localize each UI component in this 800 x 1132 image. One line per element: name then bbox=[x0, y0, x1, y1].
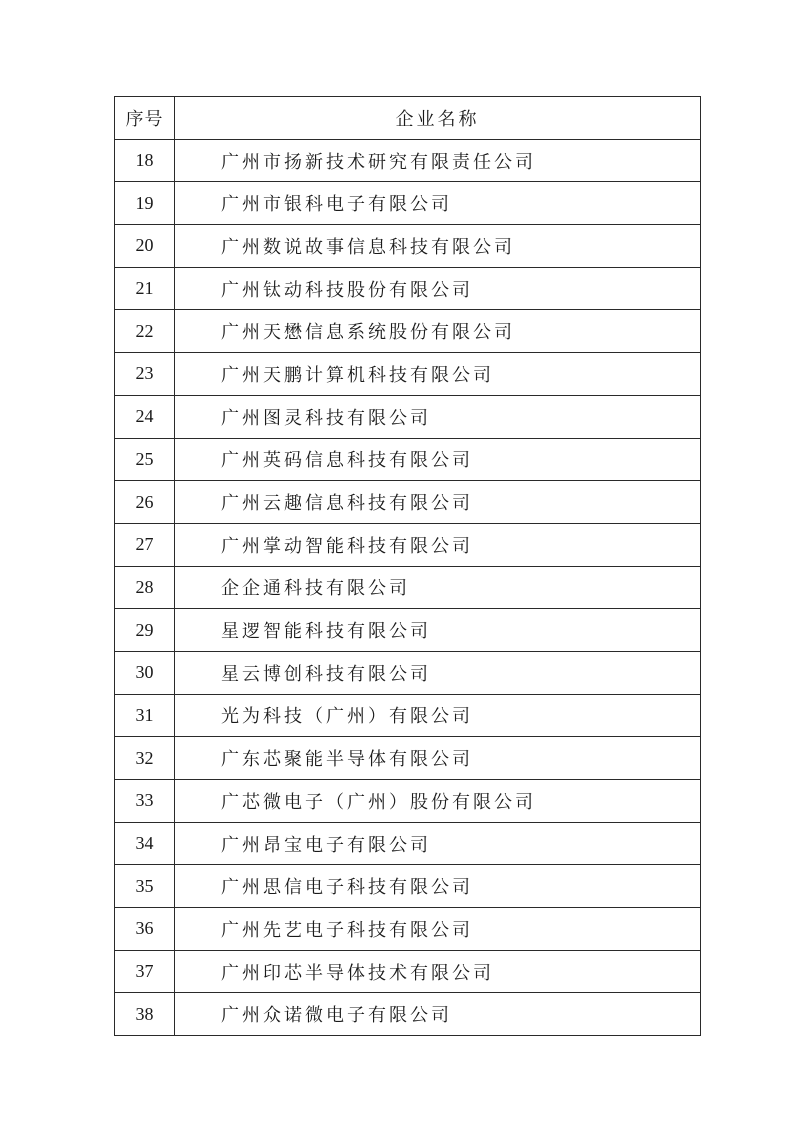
row-company-name: 广州钛动科技股份有限公司 bbox=[175, 267, 701, 310]
row-serial-number: 38 bbox=[115, 993, 175, 1036]
table-row bbox=[115, 225, 701, 268]
row-company-name: 星云博创科技有限公司 bbox=[175, 651, 701, 694]
row-company-name: 广州英码信息科技有限公司 bbox=[175, 438, 701, 481]
table-row bbox=[115, 737, 701, 780]
table-row bbox=[115, 908, 701, 951]
row-serial-number: 33 bbox=[115, 780, 175, 823]
row-serial-number: 22 bbox=[115, 310, 175, 353]
row-company-name: 广州数说故事信息科技有限公司 bbox=[175, 225, 701, 268]
row-serial-number: 23 bbox=[115, 353, 175, 396]
row-company-name: 广州天懋信息系统股份有限公司 bbox=[175, 310, 701, 353]
header-company-name: 企业名称 bbox=[175, 97, 701, 140]
table-row bbox=[115, 609, 701, 652]
row-serial-number: 24 bbox=[115, 395, 175, 438]
table-row bbox=[115, 780, 701, 823]
row-serial-number: 35 bbox=[115, 865, 175, 908]
table-row bbox=[115, 865, 701, 908]
row-serial-number: 37 bbox=[115, 950, 175, 993]
row-serial-number: 25 bbox=[115, 438, 175, 481]
table-row bbox=[115, 310, 701, 353]
row-serial-number: 32 bbox=[115, 737, 175, 780]
row-serial-number: 21 bbox=[115, 267, 175, 310]
row-company-name: 广州市扬新技术研究有限责任公司 bbox=[175, 139, 701, 182]
row-company-name: 广州云趣信息科技有限公司 bbox=[175, 481, 701, 524]
row-company-name: 广州昂宝电子有限公司 bbox=[175, 822, 701, 865]
table-row bbox=[115, 694, 701, 737]
row-serial-number: 20 bbox=[115, 225, 175, 268]
table-row bbox=[115, 950, 701, 993]
table-row bbox=[115, 566, 701, 609]
row-serial-number: 27 bbox=[115, 523, 175, 566]
row-serial-number: 29 bbox=[115, 609, 175, 652]
row-company-name: 星逻智能科技有限公司 bbox=[175, 609, 701, 652]
row-company-name: 广州掌动智能科技有限公司 bbox=[175, 523, 701, 566]
table-row bbox=[115, 481, 701, 524]
table-row bbox=[115, 822, 701, 865]
row-company-name: 广州思信电子科技有限公司 bbox=[175, 865, 701, 908]
row-company-name: 企企通科技有限公司 bbox=[175, 566, 701, 609]
row-company-name: 广州市银科电子有限公司 bbox=[175, 182, 701, 225]
table-row bbox=[115, 993, 701, 1036]
table-body bbox=[115, 139, 701, 1035]
row-serial-number: 28 bbox=[115, 566, 175, 609]
company-list-table bbox=[114, 96, 701, 1036]
table-row bbox=[115, 353, 701, 396]
table-row bbox=[115, 395, 701, 438]
table-row bbox=[115, 438, 701, 481]
row-company-name: 广州天鹏计算机科技有限公司 bbox=[175, 353, 701, 396]
table-row bbox=[115, 139, 701, 182]
row-company-name: 广芯微电子（广州）股份有限公司 bbox=[175, 780, 701, 823]
table-header-row bbox=[115, 97, 701, 140]
row-company-name: 光为科技（广州）有限公司 bbox=[175, 694, 701, 737]
row-company-name: 广州先艺电子科技有限公司 bbox=[175, 908, 701, 951]
row-serial-number: 18 bbox=[115, 139, 175, 182]
row-serial-number: 34 bbox=[115, 822, 175, 865]
row-serial-number: 36 bbox=[115, 908, 175, 951]
header-serial-number: 序号 bbox=[115, 97, 175, 140]
table-row bbox=[115, 267, 701, 310]
row-serial-number: 31 bbox=[115, 694, 175, 737]
row-company-name: 广州图灵科技有限公司 bbox=[175, 395, 701, 438]
table-row bbox=[115, 523, 701, 566]
row-company-name: 广州印芯半导体技术有限公司 bbox=[175, 950, 701, 993]
row-serial-number: 19 bbox=[115, 182, 175, 225]
row-company-name: 广东芯聚能半导体有限公司 bbox=[175, 737, 701, 780]
table-row bbox=[115, 651, 701, 694]
row-company-name: 广州众诺微电子有限公司 bbox=[175, 993, 701, 1036]
row-serial-number: 26 bbox=[115, 481, 175, 524]
row-serial-number: 30 bbox=[115, 651, 175, 694]
table-row bbox=[115, 182, 701, 225]
